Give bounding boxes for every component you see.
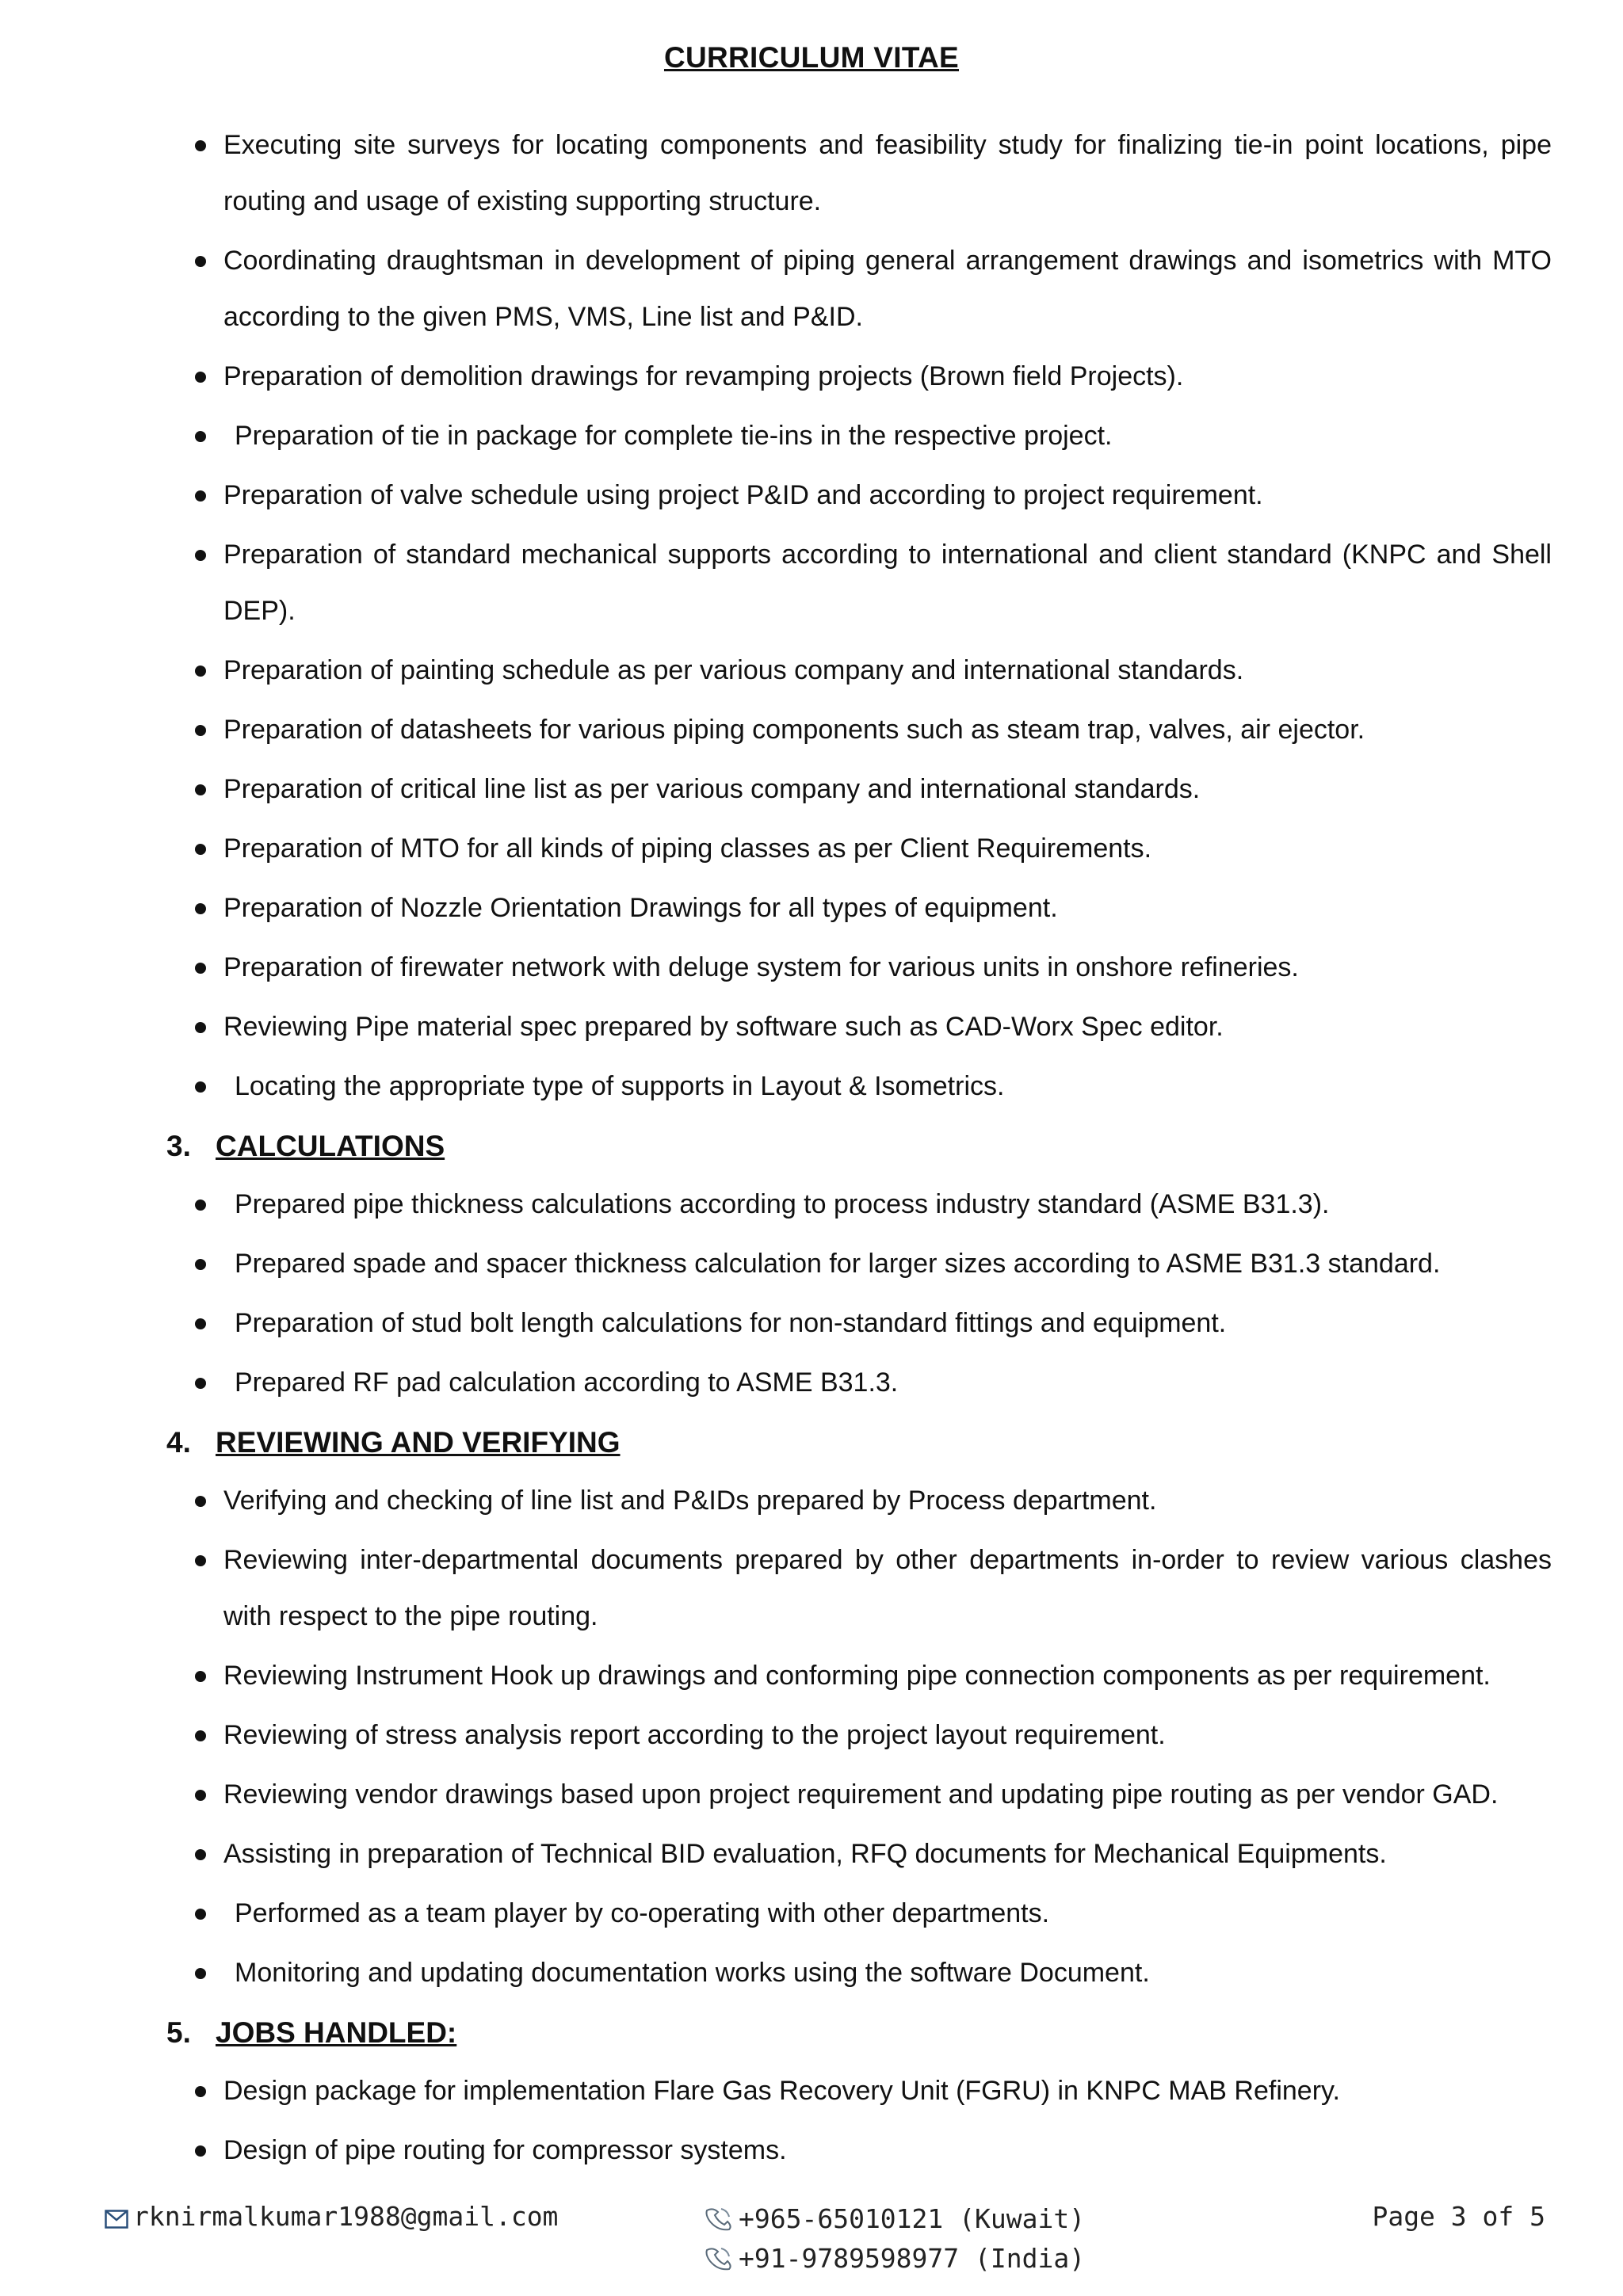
bullet-item: Preparation of tie in package for complete tie-ins in the respective project.: [0, 408, 1623, 464]
bullet-item: Prepared pipe thickness calculations according to process industry standard (ASME B31.3).: [0, 1177, 1623, 1233]
bullet-item: Reviewing Instrument Hook up drawings and conforming pipe connection components as per requirement.: [0, 1648, 1623, 1704]
bullet-dot-icon: [195, 666, 206, 677]
phone-icon: [704, 2244, 734, 2280]
bullet-dot-icon: [195, 784, 206, 795]
bullet-dot-icon: [195, 963, 206, 974]
bullet-dot-icon: [195, 1199, 206, 1211]
phone-india: +91-9789598977 (India): [739, 2243, 1086, 2274]
section-heading-jobs-handled: 5. JOBS HANDLED:: [166, 2016, 457, 2049]
section-heading-calculations: 3. CALCULATIONS: [166, 1130, 445, 1162]
bullet-dot-icon: [195, 1909, 206, 1920]
bullet-item: Prepared spade and spacer thickness calculation for larger sizes according to ASME B31.3 standard.: [0, 1236, 1623, 1292]
email-address: rknirmalkumar1988@gmail.com: [133, 2201, 559, 2232]
page-number: Page 3 of 5: [1372, 2201, 1545, 2232]
bullet-dot-icon: [195, 1259, 206, 1270]
bullet-item: Preparation of valve schedule using project P&ID and according to project requirement.: [0, 467, 1623, 524]
phone-india-line: [704, 2241, 1085, 2280]
bullet-item: Executing site surveys for locating components and feasibility study for finalizing tie-in point locations, pipe routing and usage of existing supporting structure.: [0, 117, 1623, 230]
bullet-dot-icon: [195, 550, 206, 561]
bullet-item: Preparation of demolition drawings for revamping projects (Brown field Projects).: [0, 349, 1623, 405]
bullet-item: Preparation of standard mechanical supports according to international and client standard (KNPC and Shell DEP).: [0, 527, 1623, 639]
bullet-dot-icon: [195, 1849, 206, 1860]
bullet-item: Monitoring and updating documentation works using the software Document.: [0, 1945, 1623, 2001]
page-title: CURRICULUM VITAE: [663, 41, 960, 74]
bullet-item: Reviewing of stress analysis report according to the project layout requirement.: [0, 1707, 1623, 1764]
bullet-item: Preparation of Nozzle Orientation Drawings for all types of equipment.: [0, 880, 1623, 936]
bullet-item: Preparation of datasheets for various piping components such as steam trap, valves, air ejector.: [0, 702, 1623, 758]
bullet-dot-icon: [195, 1318, 206, 1329]
bullet-item: Preparation of stud bolt length calculations for non-standard fittings and equipment.: [0, 1295, 1623, 1352]
bullet-item: Assisting in preparation of Technical BID evaluation, RFQ documents for Mechanical Equipments.: [0, 1826, 1623, 1882]
bullet-item: Design package for implementation Flare Gas Recovery Unit (FGRU) in KNPC MAB Refinery.: [0, 2063, 1623, 2119]
bullet-dot-icon: [195, 2086, 206, 2097]
bullet-dot-icon: [195, 725, 206, 736]
bullet-dot-icon: [195, 1730, 206, 1741]
bullet-dot-icon: [195, 1081, 206, 1093]
bullet-item: Preparation of painting schedule as per various company and international standards.: [0, 643, 1623, 699]
bullet-dot-icon: [195, 1790, 206, 1801]
bullet-item: Preparation of firewater network with deluge system for various units in onshore refineries.: [0, 940, 1623, 996]
bullet-dot-icon: [195, 1671, 206, 1682]
envelope-icon: [105, 2204, 128, 2235]
bullet-dot-icon: [195, 1968, 206, 1979]
footer-email: [105, 2201, 558, 2235]
bullet-dot-icon: [195, 431, 206, 442]
bullet-dot-icon: [195, 372, 206, 383]
cv-body: [0, 117, 1623, 2182]
bullet-dot-icon: [195, 1555, 206, 1566]
bullet-dot-icon: [195, 1022, 206, 1033]
bullet-item: Reviewing Pipe material spec prepared by software such as CAD-Worx Spec editor.: [0, 999, 1623, 1055]
bullet-item: Preparation of MTO for all kinds of piping classes as per Client Requirements.: [0, 821, 1623, 877]
bullet-dot-icon: [195, 2145, 206, 2157]
bullet-item: Design of pipe routing for compressor systems.: [0, 2122, 1623, 2179]
bullet-item: Coordinating draughtsman in development of piping general arrangement drawings and isometrics with MTO according to the given PMS, VMS, Line list and P&ID.: [0, 233, 1623, 345]
bullet-dot-icon: [195, 490, 206, 502]
bullet-item: Reviewing inter-departmental documents prepared by other departments in-order to review various clashes with respect to the pipe routing.: [0, 1532, 1623, 1645]
bullet-dot-icon: [195, 844, 206, 855]
bullet-item: Prepared RF pad calculation according to ASME B31.3.: [0, 1355, 1623, 1411]
phone-kuwait: +965-65010121 (Kuwait): [739, 2203, 1086, 2234]
bullet-item: Reviewing vendor drawings based upon project requirement and updating pipe routing as per vendor GAD.: [0, 1767, 1623, 1823]
bullet-item: Verifying and checking of line list and P&IDs prepared by Process department.: [0, 1473, 1623, 1529]
section-heading-reviewing: 4. REVIEWING AND VERIFYING: [166, 1426, 621, 1459]
footer-phones: [704, 2201, 1085, 2280]
phone-icon: [704, 2204, 734, 2241]
phone-kuwait-line: [704, 2201, 1085, 2241]
bullet-dot-icon: [195, 1496, 206, 1507]
bullet-dot-icon: [195, 903, 206, 914]
bullet-item: Performed as a team player by co-operating with other departments.: [0, 1886, 1623, 1942]
bullet-dot-icon: [195, 1378, 206, 1389]
bullet-dot-icon: [195, 140, 206, 151]
bullet-dot-icon: [195, 256, 206, 267]
bullet-item: Locating the appropriate type of supports in Layout & Isometrics.: [0, 1058, 1623, 1115]
bullet-item: Preparation of critical line list as per various company and international standards.: [0, 761, 1623, 818]
